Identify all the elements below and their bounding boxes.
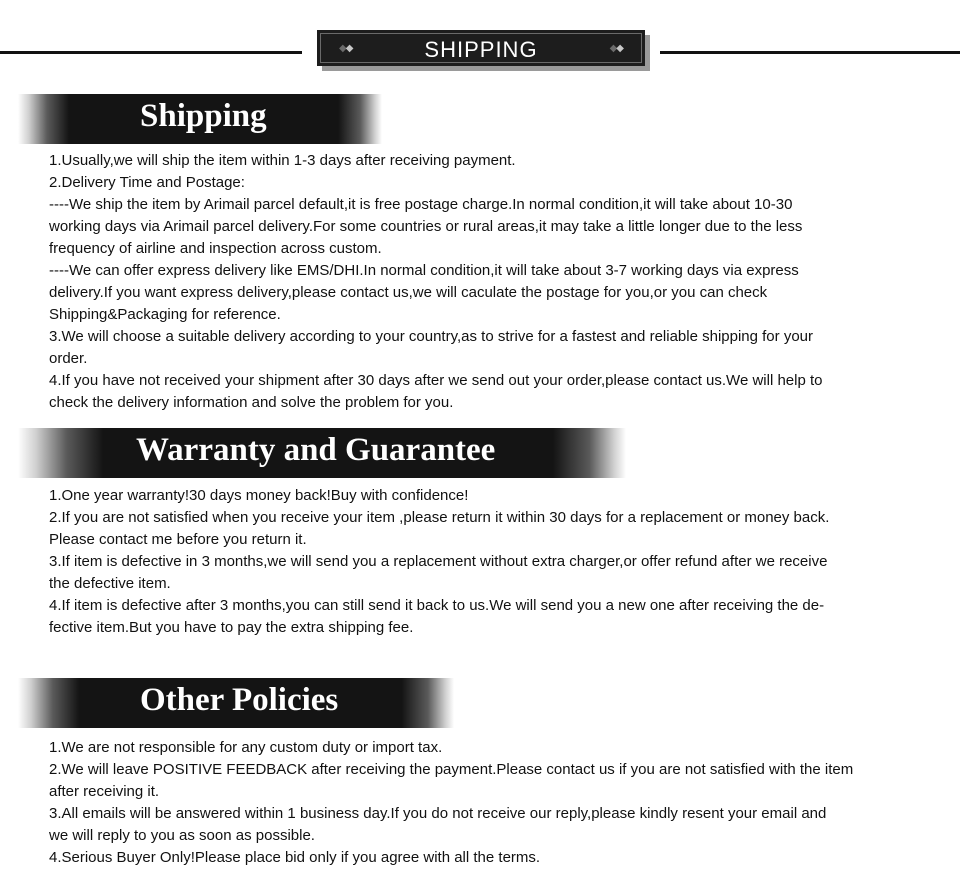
section-header-shipping [18,94,382,144]
policy-line: 2.We will leave POSITIVE FEEDBACK after receiving the payment.Please contact us if you are not satisfied with the item [49,761,854,778]
shipping-line: delivery.If you want express delivery,please contact us,we will caculate the postage for you,or you can check [49,284,768,301]
section-title-shipping: Shipping [140,98,267,134]
banner-rule-right [660,51,960,54]
section-header-warranty [18,428,626,478]
diamond-icon-right: ◆◆ [609,43,623,54]
policy-line: after receiving it. [49,783,160,800]
shipping-line: check the delivery information and solve the problem for you. [49,394,454,411]
banner-rule-left [0,51,302,54]
diamond-icon-left: ◆◆ [339,43,353,54]
section-title-warranty: Warranty and Guarantee [136,432,496,468]
warranty-line: 2.If you are not satisfied when you receive your item ,please return it within 30 days for a replacement or money back. [49,509,830,526]
shipping-line: 2.Delivery Time and Postage: [49,174,245,191]
shipping-line: ----We can offer express delivery like EMS/DHI.In normal condition,it will take about 3-7 working days via express [49,262,799,279]
shipping-line: working days via Arimail parcel delivery.For some countries or rural areas,it may take a little longer due to the less [49,218,803,235]
warranty-line: 4.If item is defective after 3 months,you can still send it back to us.We will send you a new one after receiving the de- [49,597,825,614]
shipping-line: ----We ship the item by Arimail parcel default,it is free postage charge.In normal condition,it will take about 10-30 [49,196,793,213]
shipping-line: Shipping&Packaging for reference. [49,306,281,323]
warranty-line: 3.If item is defective in 3 months,we will send you a replacement without extra charger,or offer refund after we receive [49,553,828,570]
shipping-line: order. [49,350,88,367]
policy-line: we will reply to you as soon as possible. [49,827,315,844]
banner-title: SHIPPING [424,37,538,62]
section-title-other-policies: Other Policies [140,682,339,718]
policy-line: 3.All emails will be answered within 1 business day.If you do not receive our reply,please kindly resent your email and [49,805,827,822]
warranty-line: 1.One year warranty!30 days money back!Buy with confidence! [49,487,469,504]
policy-line: 4.Serious Buyer Only!Please place bid only if you agree with all the terms. [49,849,541,866]
shipping-banner [317,30,645,66]
warranty-line: the defective item. [49,575,171,592]
shipping-line: 1.Usually,we will ship the item within 1-3 days after receiving payment. [49,152,516,169]
policy-line: 1.We are not responsible for any custom duty or import tax. [49,739,443,756]
warranty-line: Please contact me before you return it. [49,531,307,548]
warranty-line: fective item.But you have to pay the extra shipping fee. [49,619,414,636]
shipping-line: 4.If you have not received your shipment after 30 days after we send out your order,please contact us.We will help to [49,372,823,389]
shipping-line: 3.We will choose a suitable delivery according to your country,as to strive for a fastest and reliable shipping for your [49,328,813,345]
shipping-line: frequency of airline and inspection across custom. [49,240,382,257]
section-header-other-policies [18,678,454,728]
